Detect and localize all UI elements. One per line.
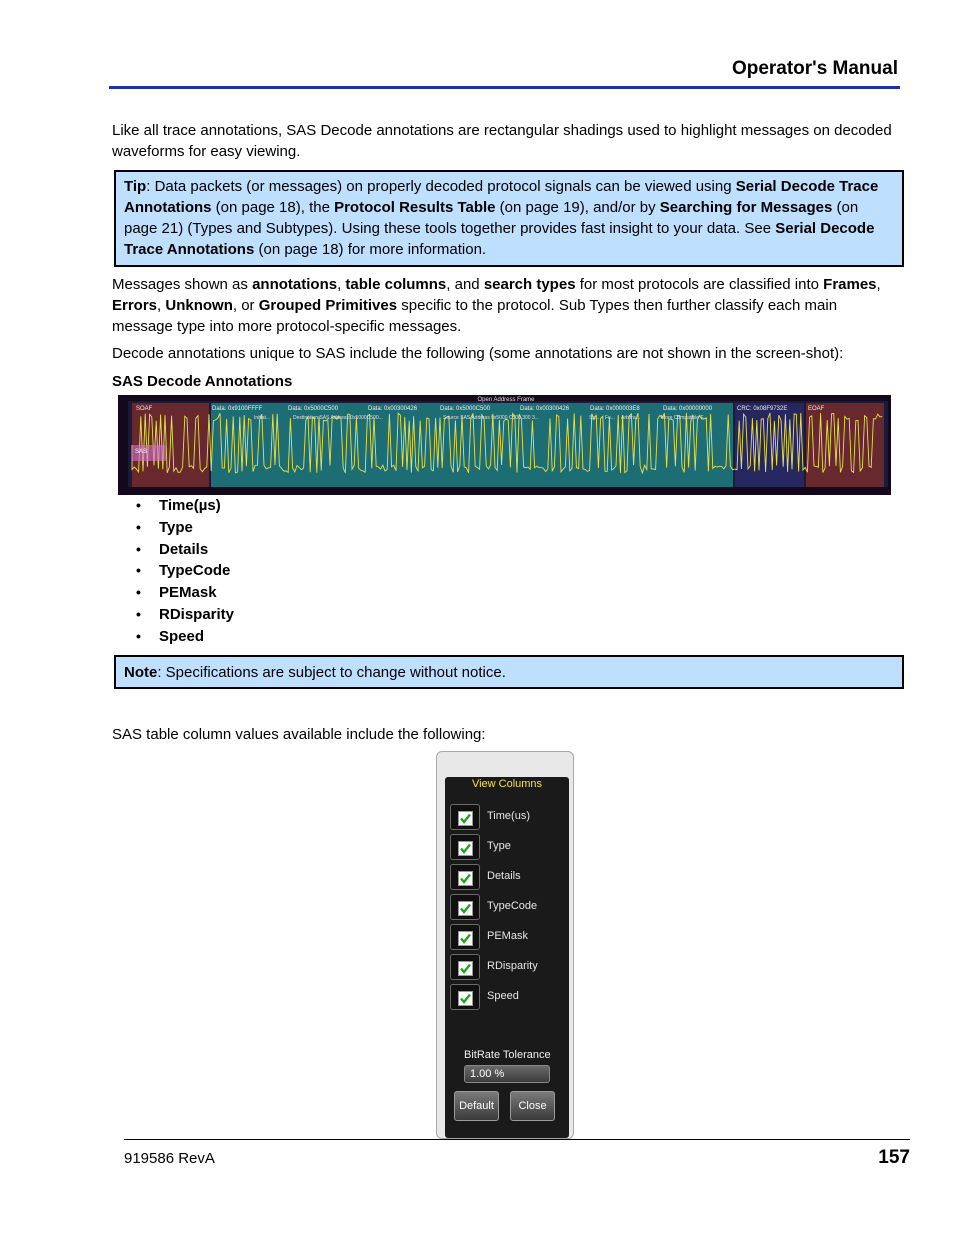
header-divider bbox=[109, 86, 900, 89]
column-toggle-pemask[interactable] bbox=[450, 924, 568, 952]
checkbox[interactable] bbox=[450, 924, 480, 950]
column-label: TypeCode bbox=[487, 900, 538, 912]
page-number: 157 bbox=[878, 1147, 910, 1168]
waveform-segment-label: SOAF bbox=[136, 406, 153, 412]
tip-link-searching: Searching for Messages bbox=[659, 199, 833, 216]
bitrate-tolerance-input[interactable]: 1.00 % bbox=[464, 1065, 550, 1083]
text: , bbox=[157, 297, 166, 314]
default-button[interactable]: Default bbox=[454, 1091, 499, 1121]
waveform-sub-label: Fe... bbox=[605, 415, 616, 421]
column-label: Time(us) bbox=[487, 810, 530, 822]
checkbox[interactable] bbox=[450, 984, 480, 1010]
term: Errors bbox=[112, 297, 158, 314]
waveform-segment-label: Data: 0x5000C500 bbox=[440, 406, 491, 412]
column-toggle-rdisparity[interactable] bbox=[450, 954, 568, 982]
table-intro-paragraph: SAS table column values available include the following: bbox=[112, 726, 486, 743]
intro-paragraph: Like all trace annotations, SAS Decode annotations are rectangular shadings used to highlight messages on decoded waveforms for easy viewing. bbox=[112, 122, 892, 160]
messages-paragraph bbox=[112, 274, 902, 337]
waveform-segment-label: Data: 0x000003E8 bbox=[590, 406, 640, 412]
list-item: • TypeCode bbox=[136, 560, 234, 582]
tip-text: (on page 19), and/or by bbox=[495, 199, 660, 216]
waveform-channel-label: SAS bbox=[135, 449, 148, 455]
term: search types bbox=[483, 276, 576, 293]
list-item: • Type bbox=[136, 517, 234, 539]
annotations-heading: SAS Decode Annotations bbox=[112, 373, 293, 390]
waveform-svg bbox=[118, 395, 891, 495]
list-item: • RDisparity bbox=[136, 604, 234, 626]
check-icon bbox=[459, 902, 472, 915]
check-icon bbox=[459, 962, 472, 975]
text: , or bbox=[232, 297, 259, 314]
text: , bbox=[876, 276, 881, 293]
check-icon bbox=[459, 812, 472, 825]
waveform-segment-label: Data: 0x00300426 bbox=[520, 406, 570, 412]
waveform-segment-label: Data: 0x00300426 bbox=[368, 406, 418, 412]
tip-text: (on page 18) for more information. bbox=[254, 241, 487, 258]
sas-waveform-screenshot bbox=[118, 395, 891, 495]
checkbox[interactable] bbox=[450, 864, 480, 890]
checkbox[interactable] bbox=[450, 834, 480, 860]
view-columns-dialog bbox=[436, 751, 574, 1139]
column-toggle-type[interactable] bbox=[450, 834, 568, 862]
checkbox[interactable] bbox=[450, 894, 480, 920]
tip-text: (on page 18), the bbox=[211, 199, 335, 216]
waveform-frame-label: Open Address Frame bbox=[477, 397, 535, 403]
column-label: Details bbox=[487, 870, 521, 882]
tip-link-protocol-results: Protocol Results Table bbox=[334, 199, 496, 216]
tip-text: (on page 21) (Types and Subtypes). Using these tools together provides fast insight to your data. See bbox=[124, 199, 859, 237]
waveform-segment-label: Data: 0x9100FFFF bbox=[212, 406, 263, 412]
bitrate-tolerance-label: BitRate Tolerance bbox=[464, 1049, 551, 1061]
footer-doc-id: 919586 RevA bbox=[124, 1150, 215, 1167]
tip-box bbox=[114, 170, 904, 267]
note-box bbox=[114, 655, 904, 689]
note-text: : Specifications are subject to change without notice. bbox=[157, 664, 506, 681]
waveform-segment-label: Data: 0x00000000 bbox=[663, 406, 713, 412]
check-icon bbox=[459, 842, 472, 855]
view-columns-title: View Columns bbox=[471, 778, 543, 790]
text: for most protocols are classified into bbox=[575, 276, 824, 293]
text: , bbox=[337, 276, 346, 293]
waveform-segment-label: EOAF bbox=[808, 406, 825, 412]
waveform-sub-label: Arbitra... bbox=[621, 415, 640, 421]
term: Frames bbox=[823, 276, 877, 293]
column-label: RDisparity bbox=[487, 960, 538, 972]
waveform-sub-label: Initiat... bbox=[254, 415, 271, 421]
column-toggle-details[interactable] bbox=[450, 864, 568, 892]
tip-link-serial-decode: Serial Decode Trace Annotations bbox=[124, 178, 879, 216]
column-toggle-speed[interactable] bbox=[450, 984, 568, 1012]
tip-text: : Data packets (or messages) on properly decoded protocol signals can be viewed using bbox=[146, 178, 736, 195]
close-button[interactable]: Close bbox=[510, 1091, 555, 1121]
term: Grouped Primitives bbox=[258, 297, 398, 314]
tip-label: Tip bbox=[124, 178, 147, 195]
text: Messages shown as bbox=[112, 276, 253, 293]
view-columns-panel bbox=[445, 777, 569, 1138]
page-header-title: Operator's Manual bbox=[731, 58, 898, 79]
list-item: • Time(µs) bbox=[136, 495, 234, 517]
checkbox[interactable] bbox=[450, 954, 480, 980]
list-item: • Details bbox=[136, 539, 234, 561]
term: table columns bbox=[345, 276, 447, 293]
waveform-sub-label: Sp... bbox=[589, 415, 600, 421]
check-icon bbox=[459, 992, 472, 1005]
waveform-sub-label: Source SAS Address 0x5000 C500 300 3... bbox=[443, 415, 539, 421]
term: Unknown bbox=[165, 297, 233, 314]
column-label: PEMask bbox=[487, 930, 528, 942]
check-icon bbox=[459, 932, 472, 945]
note-label: Note bbox=[124, 664, 158, 681]
column-toggle-typecode[interactable] bbox=[450, 894, 568, 922]
column-label: Type bbox=[487, 840, 511, 852]
waveform-segment-label: CRC: 0x08F9732E bbox=[737, 406, 788, 412]
waveform-segment-label: Data: 0x5000C500 bbox=[288, 406, 339, 412]
footer-divider bbox=[124, 1139, 910, 1140]
waveform-sub-label: More Compatible F... bbox=[661, 415, 708, 421]
decode-intro-paragraph: Decode annotations unique to SAS include the following (some annotations are not shown in the screen-shot): bbox=[112, 345, 844, 362]
column-toggle-time[interactable] bbox=[450, 804, 568, 832]
list-item: • Speed bbox=[136, 626, 234, 648]
waveform-sub-label: Destination SAS Address 0x5000C500... bbox=[293, 415, 383, 421]
text: , and bbox=[446, 276, 484, 293]
list-item: • PEMask bbox=[136, 582, 234, 604]
annotation-list bbox=[136, 495, 234, 648]
column-label: Speed bbox=[487, 990, 519, 1002]
checkbox[interactable] bbox=[450, 804, 480, 830]
term: annotations bbox=[252, 276, 338, 293]
tip-link-serial-decode-2: Serial Decode Trace Annotations bbox=[124, 220, 875, 258]
check-icon bbox=[459, 872, 472, 885]
text: specific to the protocol. Sub Types then further classify each main message type into more protocol-specific messages. bbox=[112, 297, 838, 335]
